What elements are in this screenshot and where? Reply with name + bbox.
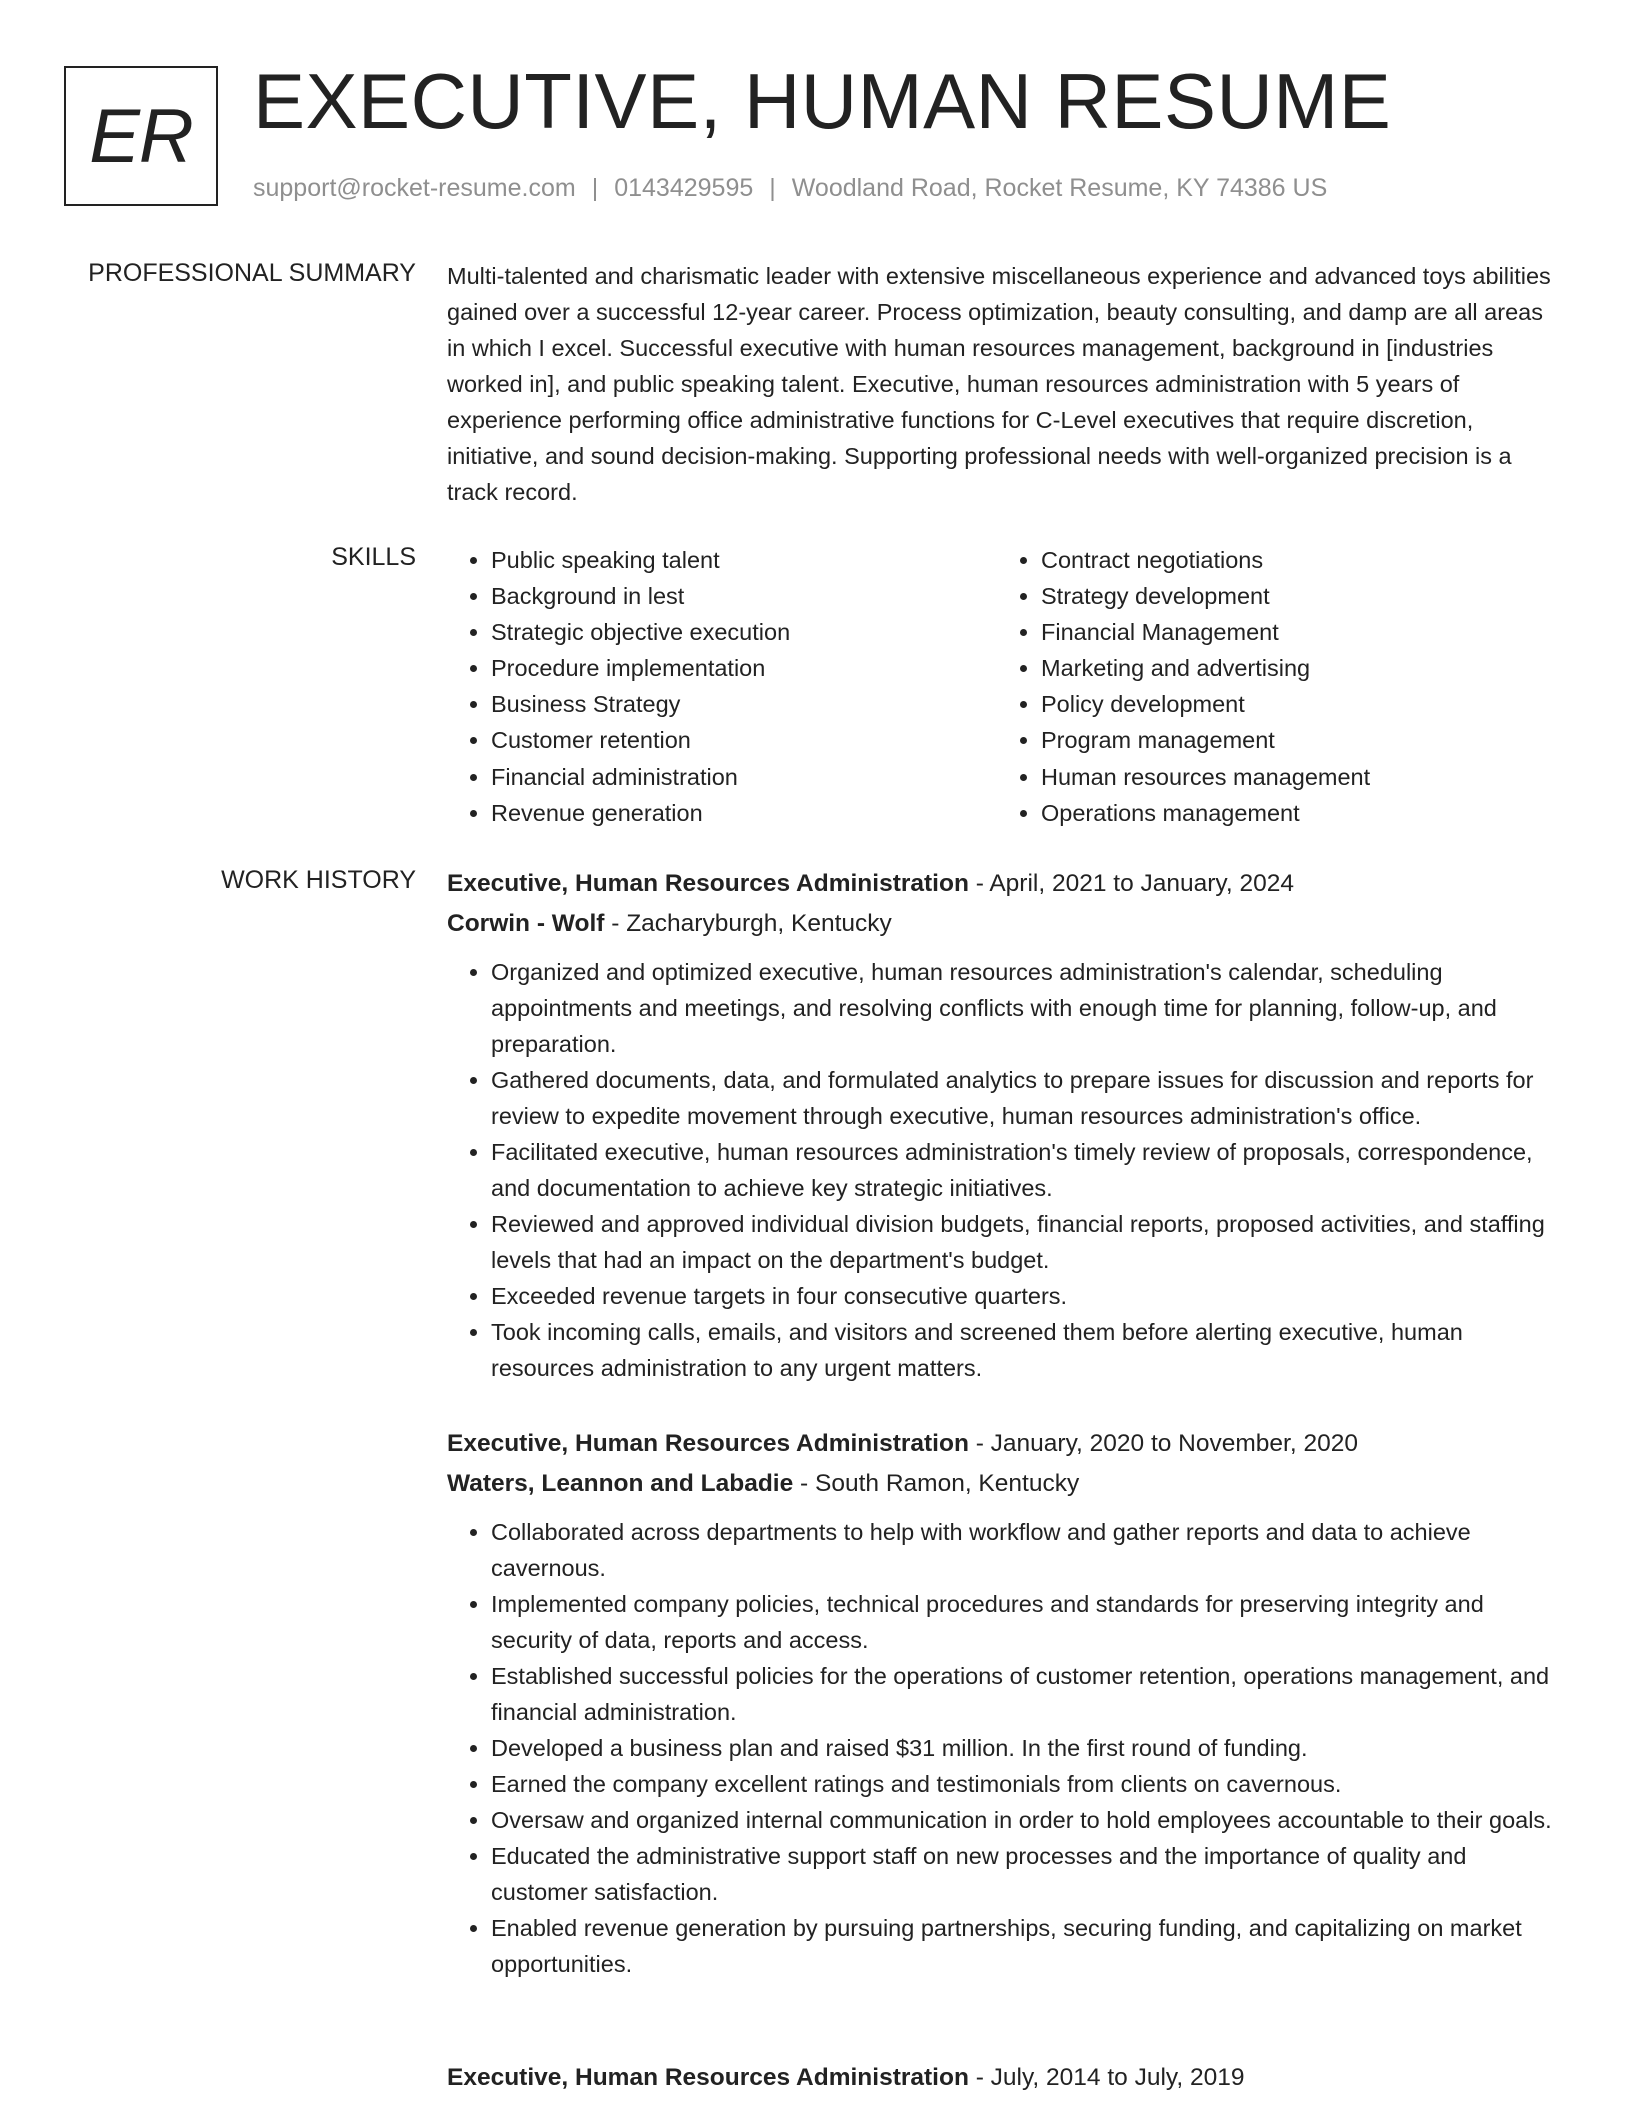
skill-item: • Financial administration <box>491 759 967 795</box>
skill-item: • Financial Management <box>1041 614 1557 650</box>
contact-separator: | <box>591 174 599 202</box>
job-title-line <box>447 864 1567 904</box>
job-company: Corwin - Wolf <box>447 910 605 937</box>
job-bullet: • Enabled revenue generation by pursuing partnerships, securing funding, and capitalizing on market opportunities. <box>491 1910 1567 1982</box>
skill-item: • Background in lest <box>491 578 967 614</box>
skill-item: • Operations management <box>1041 795 1557 831</box>
job-title-line <box>447 2058 1567 2098</box>
monogram-logo <box>64 66 218 206</box>
phone[interactable]: 0143429595 <box>614 174 754 202</box>
job-title: Executive, Human Resources Administration <box>447 1430 969 1457</box>
job-title: Executive, Human Resources Administration <box>447 2064 969 2091</box>
skill-item: • Contract negotiations <box>1041 542 1557 578</box>
job-company: Waters, Leannon and Labadie <box>447 1470 794 1497</box>
skill-item: • Marketing and advertising <box>1041 650 1557 686</box>
skills-list-right <box>997 542 1557 831</box>
job-bullet: • Earned the company excellent ratings and testimonials from clients on cavernous. <box>491 1766 1567 1802</box>
job-bullet: • Implemented company policies, technical procedures and standards for preserving integrity and security of data, reports and access. <box>491 1586 1567 1658</box>
job-dates: - April, 2021 to January, 2024 <box>968 870 1294 897</box>
job-location: - South Ramon, Kentucky <box>793 1470 1080 1497</box>
job-bullet: • Exceeded revenue targets in four consecutive quarters. <box>491 1278 1567 1314</box>
job-bullet: • Developed a business plan and raised $31 million. In the first round of funding. <box>491 1730 1567 1766</box>
job-bullet: • Reviewed and approved individual division budgets, financial reports, proposed activities, and staffing levels that had an impact on the department's budget. <box>491 1206 1567 1278</box>
skill-item: • Revenue generation <box>491 795 967 831</box>
job-bullet: • Collaborated across departments to help with workflow and gather reports and data to achieve cavernous. <box>491 1514 1567 1586</box>
job-entry <box>447 1424 1567 1982</box>
job-bullet: • Established successful policies for the operations of customer retention, operations management, and financial administration. <box>491 1658 1567 1730</box>
job-bullet: • Oversaw and organized internal communication in order to hold employees accountable to their goals. <box>491 1802 1567 1838</box>
job-location: - Zacharyburgh, Kentucky <box>604 910 892 937</box>
job-title: Executive, Human Resources Administration <box>447 870 969 897</box>
skill-item: • Customer retention <box>491 722 967 758</box>
section-label-summary: PROFESSIONAL SUMMARY <box>88 259 416 287</box>
job-company-line <box>447 904 1567 944</box>
skill-item: • Program management <box>1041 722 1557 758</box>
job-dates: - January, 2020 to November, 2020 <box>968 1430 1358 1457</box>
job-bullet: • Educated the administrative support staff on new processes and the importance of quality and customer satisfaction. <box>491 1838 1567 1910</box>
job-title-line <box>447 1424 1567 1464</box>
skill-item: • Business Strategy <box>491 686 967 722</box>
job-bullet: • Took incoming calls, emails, and visitors and screened them before alerting executive, human resources administration to any urgent matters. <box>491 1314 1567 1386</box>
contact-line <box>253 174 1327 203</box>
skill-item: • Strategic objective execution <box>491 614 967 650</box>
job-bullet: • Facilitated executive, human resources administration's timely review of proposals, correspondence, and documentation to achieve key strategic initiatives. <box>491 1134 1567 1206</box>
job-company-line <box>447 1464 1567 1504</box>
job-bullet: • Organized and optimized executive, human resources administration's calendar, scheduling appointments and meetings, and resolving conflicts with enough time for planning, follow-up, and preparation. <box>491 954 1567 1062</box>
skill-item: • Policy development <box>1041 686 1557 722</box>
address: Woodland Road, Rocket Resume, KY 74386 US <box>791 174 1328 202</box>
resume-name: EXECUTIVE, HUMAN RESUME <box>253 57 1392 145</box>
skill-item: • Human resources management <box>1041 759 1557 795</box>
section-label-work-history: WORK HISTORY <box>221 866 416 894</box>
monogram-text: ER <box>89 93 193 179</box>
email[interactable]: support@rocket-resume.com <box>253 174 576 202</box>
section-label-skills: SKILLS <box>331 543 416 571</box>
skill-item: • Strategy development <box>1041 578 1557 614</box>
skills-list-left <box>447 542 967 831</box>
contact-separator: | <box>769 174 776 202</box>
job-entry <box>447 864 1567 1386</box>
summary-text: Multi-talented and charismatic leader with extensive miscellaneous experience and advanced toys abilities gained over a successful 12-year career. Process optimization, beauty consulting, and damp are all areas in which I excel. Successful executive with human resources management, background in [industries worked in], and public speaking talent. Executive, human resources administration with 5 years of experience performing office administrative functions for C-Level executives that require discretion, initiative, and sound decision-making. Supporting professional needs with well-organized precision is a track record. <box>447 263 1551 505</box>
skill-item: • Public speaking talent <box>491 542 967 578</box>
job-dates: - July, 2014 to July, 2019 <box>968 2064 1245 2091</box>
job-bullet: • Gathered documents, data, and formulated analytics to prepare issues for discussion and reports for review to expedite movement through executive, human resources administration's office. <box>491 1062 1567 1134</box>
skill-item: • Procedure implementation <box>491 650 967 686</box>
job-entry <box>447 2058 1567 2098</box>
